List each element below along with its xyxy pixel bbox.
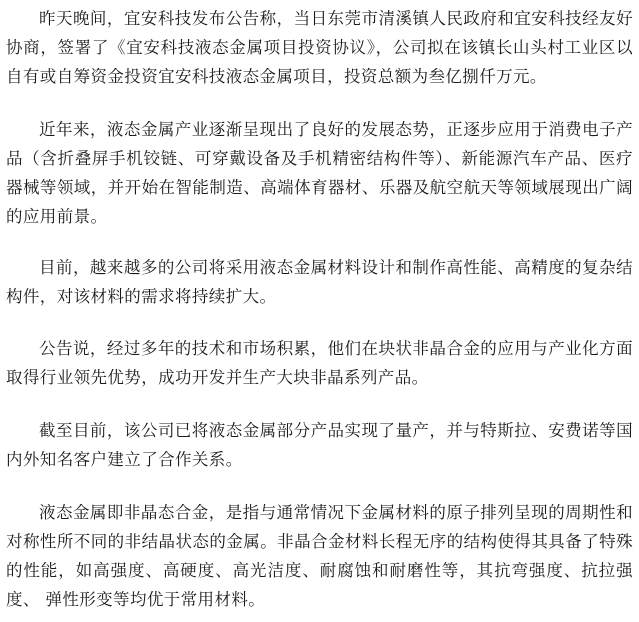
paragraph-company-advantage: 公告说，经过多年的技术和市场积累，他们在块状非晶合金的应用与产业化方面取得行业领先优势，成功开发并生产大块非晶系列产品。 xyxy=(6,339,633,387)
paragraph-definition: 液态金属即非晶态合金，是指与通常情况下金属材料的原子排列呈现的周期性和对称性所不同的非结晶状态的金属。非晶合金材料长程无序的结构使得其具备了特殊的性能，如高强度、高硬度、高光洁度、耐腐蚀和耐磨性等，其抗弯强度、抗拉强度、 弹性形变等均优于常用材料。 xyxy=(6,503,633,609)
paragraph-project-announcement: 昨天晚间，宜安科技发布公告称，当日东莞市清溪镇人民政府和宜安科技经友好协商，签署了《宜安科技液态金属项目投资协议》，公司拟在该镇长山头村工业区以自有或自筹资金投资宜安科技液态金属项目，投资总额为叁亿捌仟万元。 xyxy=(6,9,633,86)
paragraph-market-demand: 目前，越来越多的公司将采用液态金属材料设计和制作高性能、高精度的复杂结构件，对该材料的需求将持续扩大。 xyxy=(6,258,633,306)
paragraph-industry-trend: 近年来，液态金属产业逐渐呈现出了良好的发展态势，正逐步应用于消费电子产品（含折叠屏手机铰链、可穿戴设备及手机精密结构件等）、新能源汽车产品、医疗器械等领域，并开始在智能制造、高端体育器材、乐器及航空航天等领域展现出广阔的应用前景。 xyxy=(6,120,633,226)
paragraph-customers: 截至目前，该公司已将液态金属部分产品实现了量产，并与特斯拉、安费诺等国内外知名客户建立了合作关系。 xyxy=(6,421,633,469)
